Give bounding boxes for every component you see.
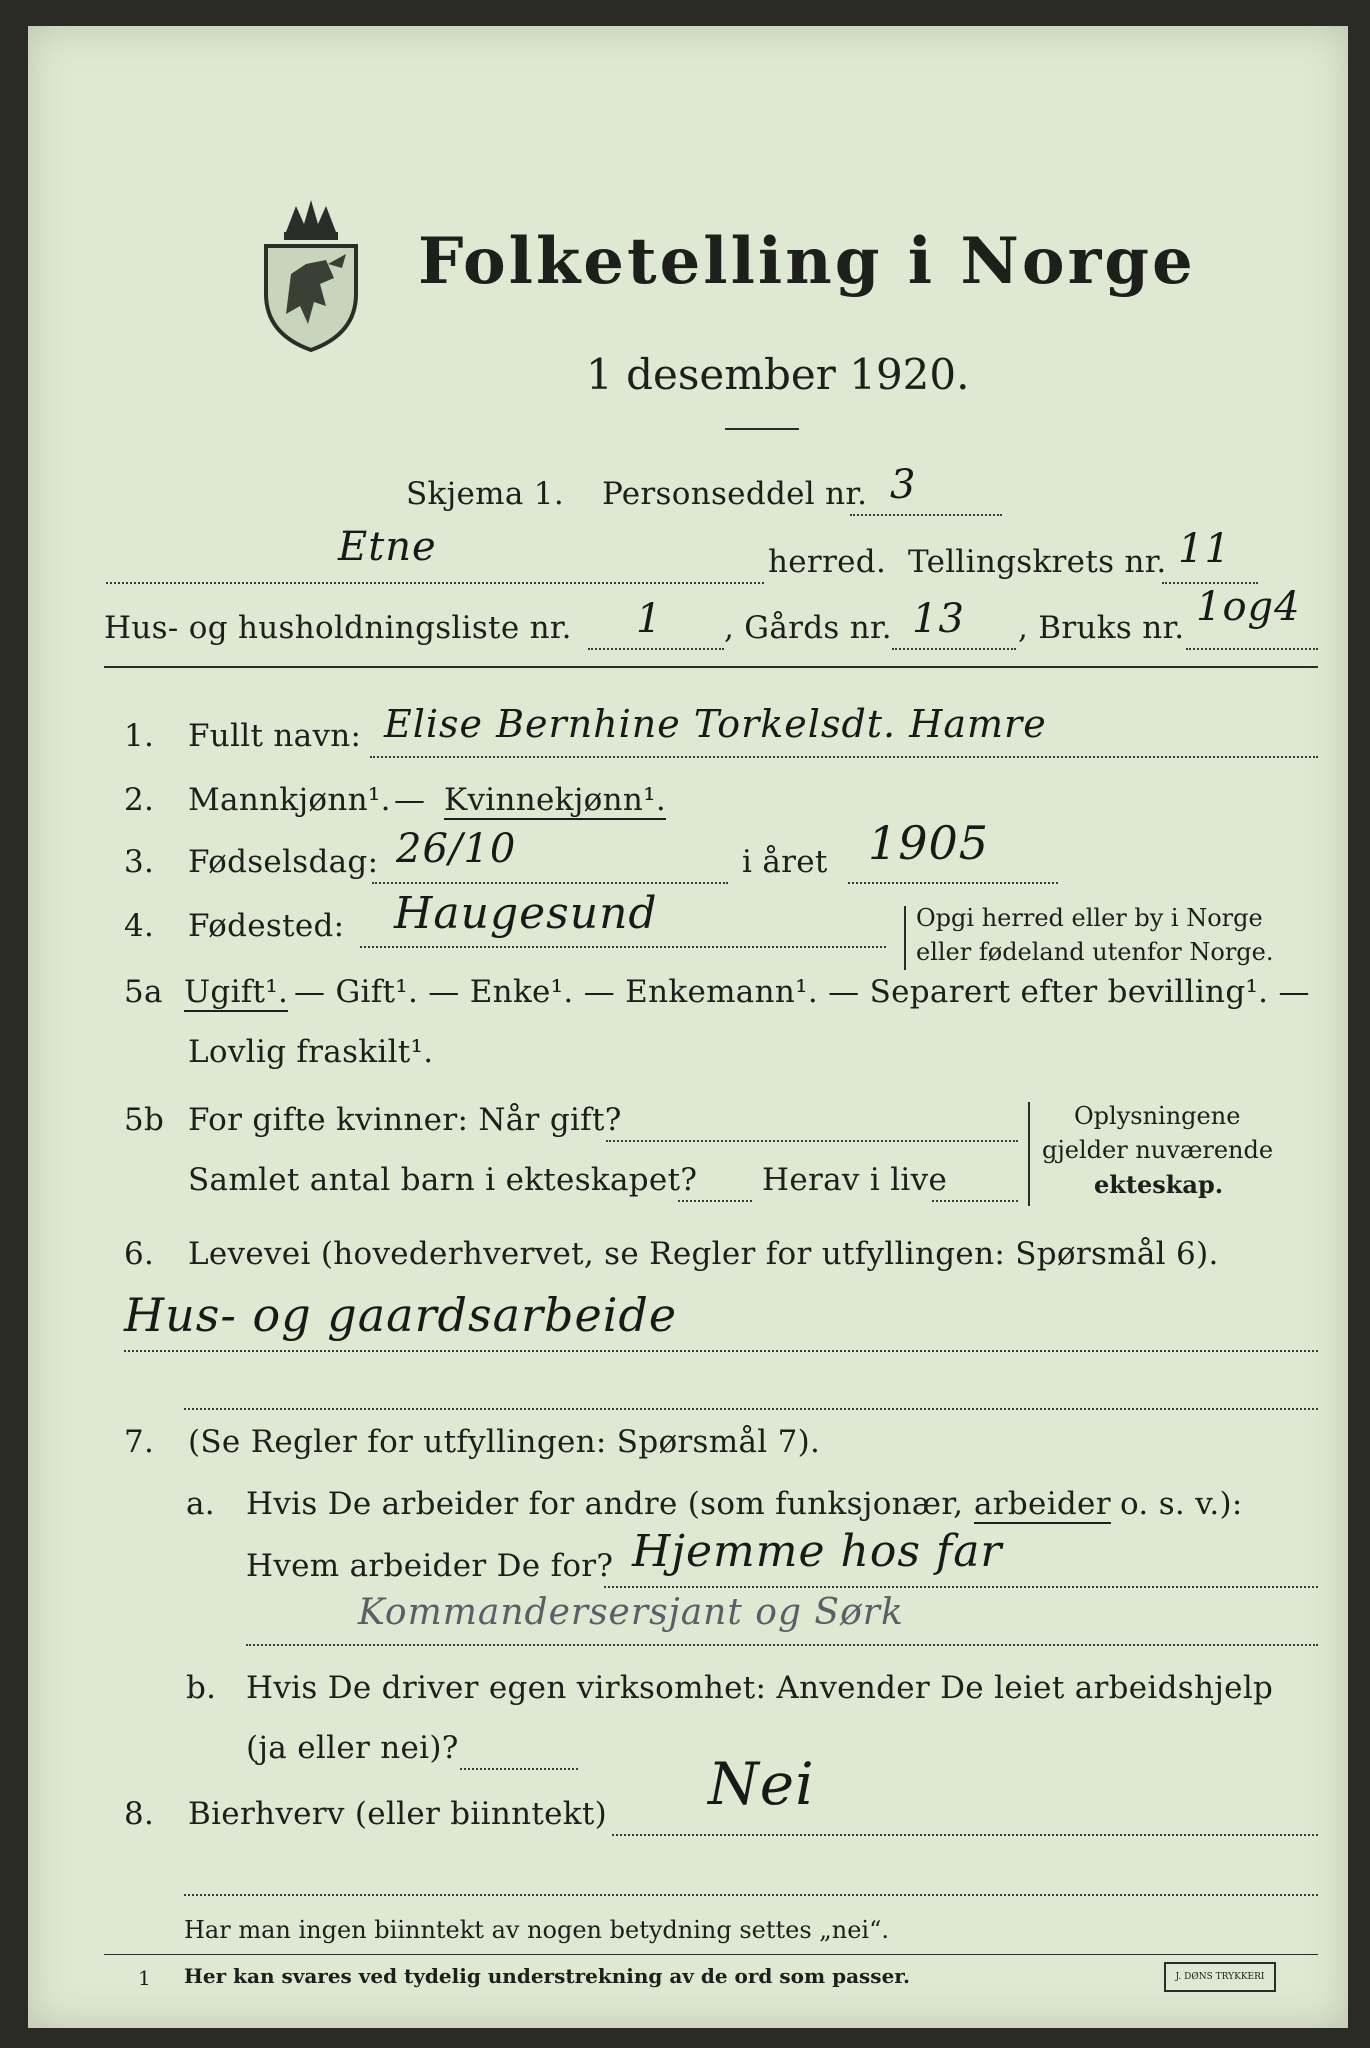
q5a-options: — Gift¹. — Enke¹. — Enkemann¹. — Separert efter bevilling¹. — [294,974,1310,1010]
q7a-line-2 [246,1644,1318,1646]
census-form [28,26,1348,2028]
q5b-note-3: ekteskap. [1094,1170,1224,1199]
q4-number: 4. [124,908,155,944]
gards-value: 13 [912,596,965,642]
footnote: Her kan svares ved tydelig understrekning av de ord som passer. [184,1964,910,1988]
q5a-ugift: Ugift¹. [184,974,289,1010]
q7a-question: Hvem arbeider De for? [246,1548,614,1584]
q4-note-1: Opgi herred eller by i Norge [916,904,1263,932]
tellingskrets-label: Tellingskrets nr. [908,544,1167,580]
q7a-label-underlined: arbeider [974,1486,1111,1522]
q5b-brace [1028,1102,1030,1206]
q7a-value-2: Kommandersersjant og Sørk [358,1592,904,1633]
herred-value: Etne [338,524,437,570]
q4-line [360,946,886,948]
bruks-label: , Bruks nr. [1018,610,1185,646]
q5b-label-1: For gifte kvinner: Når gift? [188,1102,622,1138]
q7a-label-post: o. s. v.): [1120,1486,1243,1522]
q7a-line-1 [604,1586,1318,1588]
q4-note-2: eller fødeland utenfor Norge. [916,938,1274,966]
bruks-value: 1og4 [1196,584,1301,630]
footnote-mark: 1 [138,1966,151,1990]
q5b-married-line [606,1140,1018,1142]
q7a-letter: a. [186,1486,215,1522]
q4-label: Fødested: [188,908,345,944]
hus-value: 1 [636,596,663,642]
q3-year-label: i året [742,844,828,880]
q3-number: 3. [124,844,155,880]
q8-line [612,1834,1318,1836]
q7a-label-pre: Hvis De arbeider for andre (som funksjonær, [246,1486,964,1522]
herred-label: herred. [768,544,887,580]
bruks-line [1186,648,1318,650]
q3-year-line [848,882,1058,884]
q3-line [372,882,728,884]
q6-value: Hus- og gaardsarbeide [124,1288,678,1342]
q5b-label-2: Samlet antal barn i ekteskapet? [188,1162,698,1198]
tellingskrets-value: 11 [1178,526,1231,572]
personseddel-value: 3 [890,462,917,508]
gards-label: , Gårds nr. [724,610,892,646]
q3-label: Fødselsdag: [188,844,379,880]
skjema-label: Skjema 1. [406,476,564,512]
q7b-label: Hvis De driver egen virksomhet: Anvender De leiet arbeidshjelp [246,1670,1274,1706]
gards-line [892,648,1016,650]
q8-line-2 [184,1894,1318,1896]
personseddel-label: Personseddel nr. [602,476,868,512]
q1-label: Fullt navn: [188,718,362,754]
q2-female: Kvinnekjønn¹. [444,782,667,818]
q8-value: Nei [708,1750,815,1818]
q7b-line [460,1768,578,1770]
q7-label: (Se Regler for utfyllingen: Spørsmål 7). [188,1424,821,1460]
q4-brace [904,906,906,970]
q3-value: 26/10 [396,826,517,872]
q6-number: 6. [124,1236,155,1272]
q6-label: Levevei (hovederhvervet, se Regler for utfyllingen: Spørsmål 6). [188,1236,1219,1272]
q8-number: 8. [124,1796,155,1832]
q7-number: 7. [124,1424,155,1460]
printer-stamp: J. DØNS TRYKKERI [1164,1962,1276,1992]
q5b-note-2: gjelder nuværende [1042,1136,1274,1164]
q5b-alive-line [932,1200,1018,1202]
personseddel-line [850,514,1002,516]
hus-label: Hus- og husholdningsliste nr. [104,610,572,646]
q6-line-2 [184,1408,1318,1410]
q5a-line2: Lovlig fraskilt¹. [188,1034,434,1070]
q5b-label-3: Herav i live [762,1162,948,1198]
footer-divider [104,1954,1318,1955]
q7b-letter: b. [186,1670,217,1706]
q2-dash: — [394,782,426,818]
form-date: 1 desember 1920. [586,350,970,399]
q1-line [370,756,1318,758]
q7a-value-1: Hjemme hos far [632,1526,1003,1577]
herred-line [106,582,764,584]
q6-line-1 [124,1350,1318,1352]
q7b-label-2: (ja eller nei)? [246,1730,459,1766]
q5b-children-line [678,1200,752,1202]
q2-number: 2. [124,782,155,818]
title-divider [725,428,799,430]
q5b-note-1: Oplysningene [1074,1102,1241,1130]
q1-value: Elise Bernhine Torkelsdt. Hamre [384,702,1047,746]
form-title: Folketelling i Norge [418,224,1196,299]
q1-number: 1. [124,718,155,754]
footer-note: Har man ingen biinntekt av nogen betydning settes „nei“. [184,1916,889,1944]
q3-year-value: 1905 [868,816,990,870]
q5a-number: 5a [124,974,163,1010]
q4-value: Haugesund [394,888,658,939]
header-divider [104,666,1318,668]
coat-of-arms-icon [256,194,366,354]
q2-male: Mannkjønn¹. [188,782,391,818]
q8-label: Bierhverv (eller biinntekt) [188,1796,608,1832]
hus-line [588,648,724,650]
q5b-number: 5b [124,1102,165,1138]
